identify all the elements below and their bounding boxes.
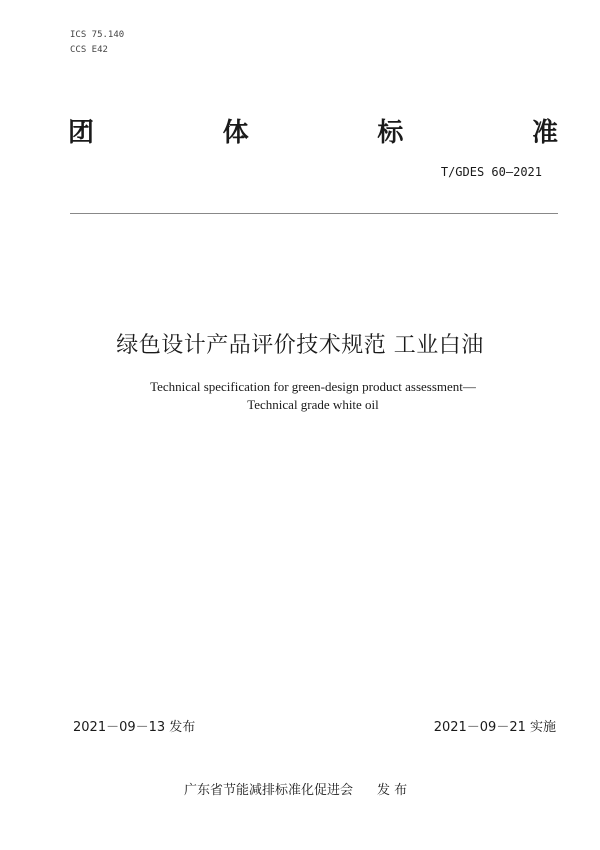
title-chinese: 绿色设计产品评价技术规范 工业白油: [116, 333, 484, 358]
standard-type-char: 准: [531, 118, 558, 148]
standard-type-heading: [68, 112, 558, 149]
standard-number: T/GDES 60—2021: [440, 165, 542, 179]
standard-type-char: 体: [222, 118, 249, 148]
issuer-name: 广东省节能减排标准化促进会: [184, 783, 354, 798]
implementation-date: 2021－09－21 实施: [433, 720, 556, 735]
header-divider: [70, 213, 558, 214]
classification-codes: [70, 28, 124, 58]
title-english-line-2: Technical grade white oil: [247, 397, 379, 412]
issuer-action: 发 布: [377, 783, 408, 798]
title-english: [0, 378, 600, 414]
issue-date: 2021－09－13 发布: [73, 720, 196, 735]
ics-code: ICS 75.140: [70, 30, 125, 40]
title-english-line-1: Technical specification for green-design product assessment—: [150, 379, 476, 394]
standard-type-char: 团: [68, 118, 95, 148]
standard-type-char: 标: [377, 118, 404, 148]
ccs-code: CCS E42: [70, 45, 108, 55]
issuer-line: [184, 779, 407, 798]
